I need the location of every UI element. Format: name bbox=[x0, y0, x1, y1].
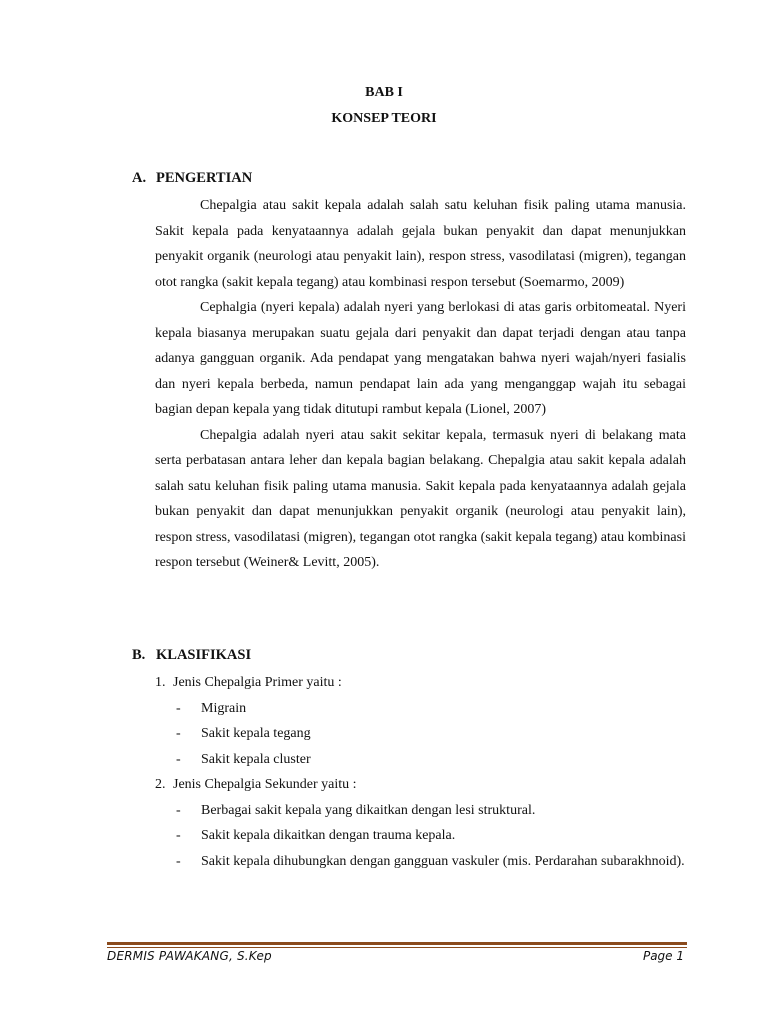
list-item bbox=[155, 696, 686, 722]
section-b-title: KLASIFIKASI bbox=[156, 647, 252, 663]
list-item bbox=[155, 823, 686, 849]
list-item-text: Migrain bbox=[201, 700, 247, 716]
chapter-title: KONSEP TEORI bbox=[331, 111, 437, 126]
section-a-title: PENGERTIAN bbox=[156, 170, 253, 186]
footer-page-number: Page 1 bbox=[642, 949, 684, 963]
dash-bullet: - bbox=[176, 751, 181, 767]
section-a-letter: A. bbox=[132, 170, 147, 186]
list-group-label: Jenis Chepalgia Primer yaitu : bbox=[173, 675, 342, 690]
dash-bullet: - bbox=[176, 853, 181, 869]
footer-author: DERMIS PAWAKANG, S.Kep bbox=[107, 949, 272, 963]
section-a-heading bbox=[132, 170, 252, 187]
footer-rule-thick bbox=[107, 942, 687, 945]
list-item bbox=[155, 849, 686, 875]
list-group-heading bbox=[155, 670, 686, 696]
list-item bbox=[155, 721, 686, 747]
section-b-letter: B. bbox=[132, 647, 146, 663]
classification-list bbox=[155, 670, 686, 874]
dash-bullet: - bbox=[176, 828, 181, 843]
list-group-heading bbox=[155, 772, 686, 798]
dash-bullet: - bbox=[176, 700, 181, 716]
list-item bbox=[155, 747, 686, 773]
list-item-text: Sakit kepala cluster bbox=[201, 751, 311, 767]
paragraph: Chepalgia atau sakit kepala adalah salah satu keluhan fisik paling utama manusia. Sakit kepala pada kenyataannya adalah gejala bukan penyakit dan dapat menunjukkan penyakit organik (neurologi atau penyakit lain), respon stress, vasodilatasi (migren), tegangan otot rangka (sakit kepala tegang) atau kombinasi respon tersebut (Soemarmo, 2009) bbox=[155, 198, 686, 290]
chapter-number: BAB I bbox=[365, 85, 403, 100]
list-group-label: Jenis Chepalgia Sekunder yaitu : bbox=[173, 777, 357, 792]
paragraph: Cephalgia (nyeri kepala) adalah nyeri yang berlokasi di atas garis orbitomeatal. Nyeri kepala biasanya merupakan suatu gejala dari penyakit dan dapat terjadi dengan atau tanpa adanya gangguan organik. Ada pendapat yang mengatakan bahwa nyeri wajah/nyeri fasialis dan nyeri kepala berbeda, namun pendapat lain ada yang menganggap wajah itu sebagai bagian depan kepala yang tidak ditutupi rambut kepala (Lionel, 2007) bbox=[155, 300, 686, 417]
footer-rule-thin bbox=[107, 947, 687, 948]
section-b-heading bbox=[132, 647, 251, 664]
list-item bbox=[155, 798, 686, 824]
list-item-text: Sakit kepala dihubungkan dengan gangguan vaskuler (mis. Perdarahan subarakhnoid). bbox=[201, 853, 685, 869]
dash-bullet: - bbox=[176, 726, 181, 741]
list-number: 1. bbox=[155, 675, 166, 690]
list-item-text: Sakit kepala dikaitkan dengan trauma kepala. bbox=[201, 828, 456, 843]
paragraph: Chepalgia adalah nyeri atau sakit sekitar kepala, termasuk nyeri di belakang mata serta perbatasan antara leher dan kepala bagian belakang. Chepalgia atau sakit kepala adalah salah satu keluhan fisik paling utama manusia. Sakit kepala pada kenyataannya adalah gejala bukan penyakit dan dapat menunjukkan penyakit organik (neurologi atau penyakit lain), respon stress, vasodilatasi (migren), tegangan otot rangka (sakit kepala tegang) atau kombinasi respon tersebut (Weiner& Levitt, 2005). bbox=[155, 427, 686, 570]
list-item-text: Berbagai sakit kepala yang dikaitkan dengan lesi struktural. bbox=[201, 802, 536, 818]
section-a-body bbox=[155, 193, 686, 576]
list-number: 2. bbox=[155, 777, 166, 792]
list-item-text: Sakit kepala tegang bbox=[201, 726, 311, 741]
dash-bullet: - bbox=[176, 802, 181, 818]
